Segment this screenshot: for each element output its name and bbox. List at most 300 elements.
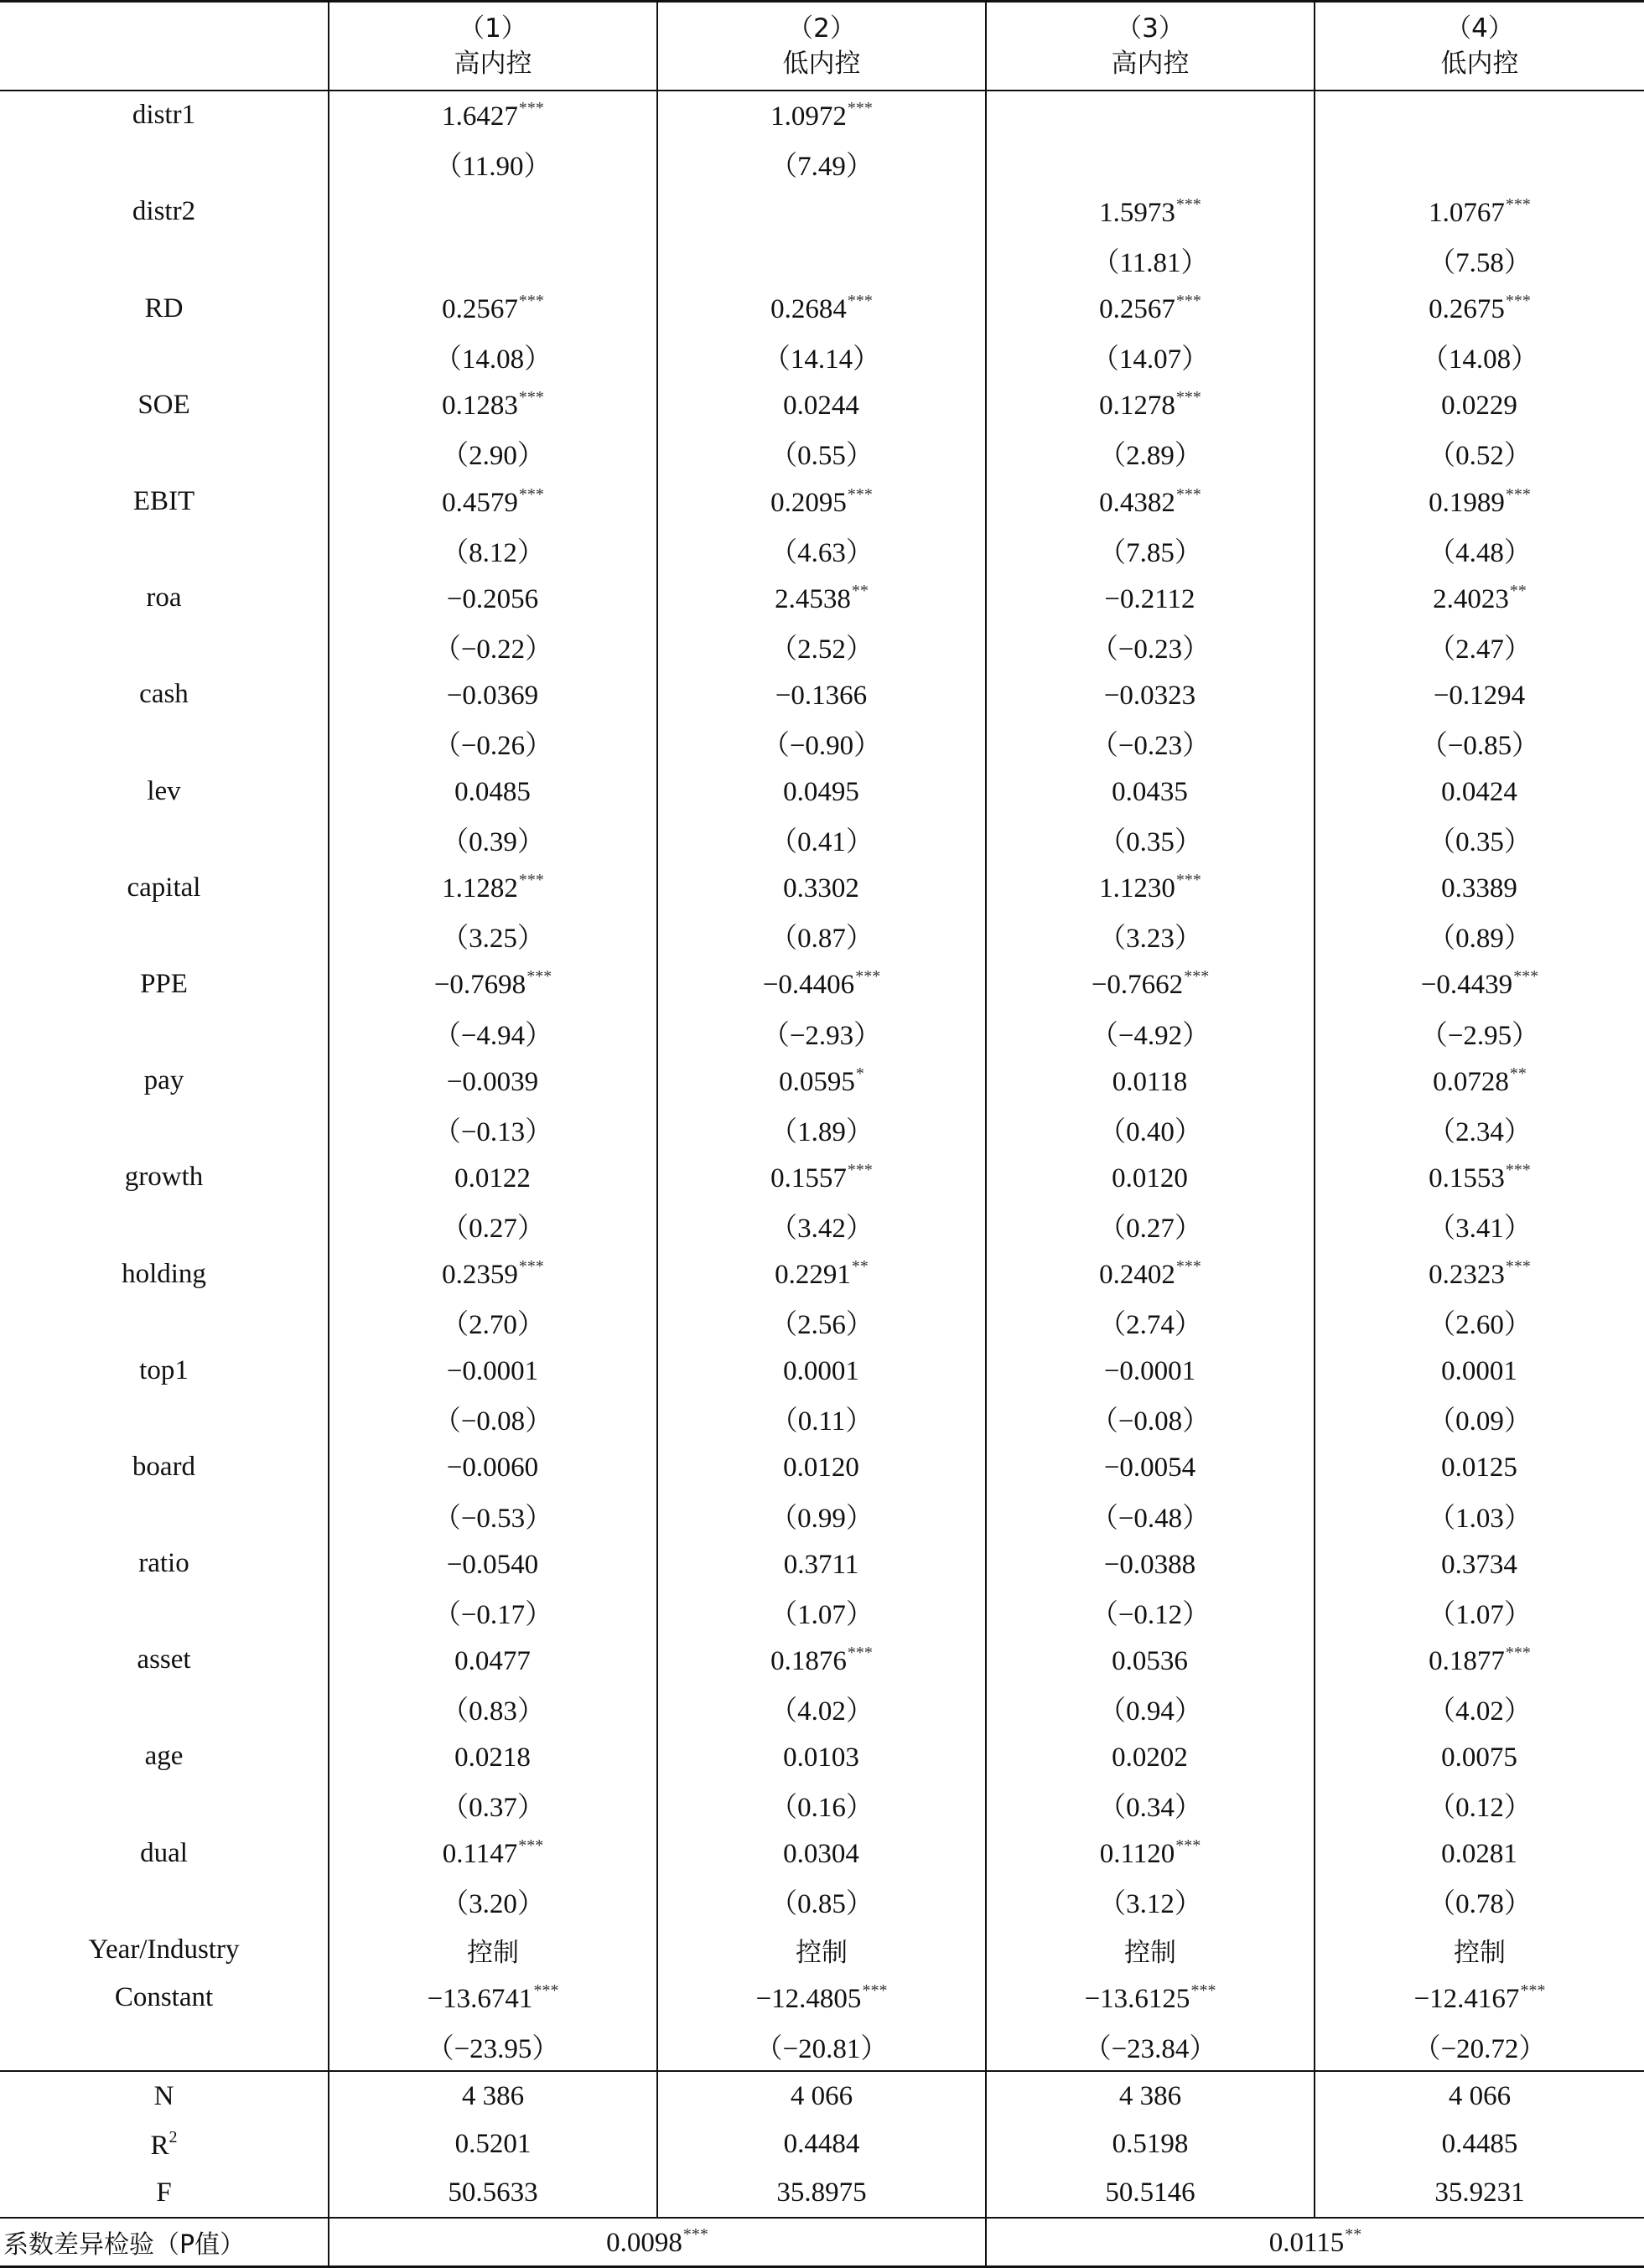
coefficient-cell	[1315, 1443, 1644, 1492]
significance-stars: ***	[1184, 967, 1210, 986]
coefficient-value: 0.0281	[1441, 1839, 1517, 1870]
coefficient-value: 0.2675	[1429, 294, 1505, 325]
t-stat-cell: （1.03）	[1315, 1491, 1644, 1540]
coefficient-value: −0.0039	[446, 1066, 539, 1097]
coefficient-value: −0.7698	[433, 970, 526, 1001]
coefficient-cell	[986, 1250, 1315, 1298]
variable-label-blank	[0, 333, 329, 381]
row-asset-coef	[0, 1636, 1644, 1685]
t-stat-cell: （3.20）	[329, 1877, 657, 1926]
t-stat-cell: （0.35）	[1315, 816, 1644, 864]
variable-label: RD	[144, 293, 184, 324]
row-capital-coef	[0, 864, 1644, 913]
coefficient-value: −12.4805	[755, 1983, 862, 2014]
coefficient-cell	[1315, 961, 1644, 1009]
coefficient-cell	[986, 284, 1315, 333]
variable-label-blank	[0, 1685, 329, 1733]
coefficient-value: 0.0728	[1433, 1066, 1509, 1097]
coefficient-cell	[986, 1153, 1315, 1202]
coefficient-cell	[986, 864, 1315, 913]
variable-label-blank	[0, 816, 329, 864]
coefficient-cell	[329, 1153, 657, 1202]
significance-stars: ***	[847, 292, 873, 311]
coefficient-cell	[986, 1636, 1315, 1685]
coefficient-cell	[1315, 1250, 1644, 1298]
variable-label: PPE	[140, 968, 188, 999]
coefficient-cell	[1315, 1057, 1644, 1106]
variable-label-blank	[0, 912, 329, 961]
variable-label: roa	[146, 583, 182, 614]
t-stat-cell: （7.49）	[657, 140, 986, 189]
coefficient-cell	[329, 961, 657, 1009]
column-header-2: （2） 低内控	[657, 2, 986, 91]
significance-stars: ***	[1175, 292, 1201, 311]
t-stat-cell: （3.12）	[986, 1877, 1315, 1926]
coefficient-value: 0.2402	[1099, 1260, 1175, 1291]
coefficient-value: 0.3302	[783, 873, 859, 904]
significance-stars: ***	[847, 1160, 873, 1179]
t-stat-cell: （3.41）	[1315, 1202, 1644, 1251]
t-stat-cell: （2.47）	[1315, 623, 1644, 671]
t-stat-cell: （−20.81）	[657, 2022, 986, 2072]
significance-stars: ***	[1175, 871, 1201, 890]
coefficient-cell	[657, 574, 986, 623]
variable-label-blank	[0, 1105, 329, 1153]
coefficient-value: 0.0244	[783, 391, 859, 422]
coefficient-value: −0.0388	[1103, 1549, 1196, 1580]
row-distr1-coef	[0, 91, 1644, 140]
coefficient-value: −0.7662	[1091, 970, 1184, 1001]
coefficient-cell	[657, 1250, 986, 1298]
t-stat-cell: （−2.95）	[1315, 1008, 1644, 1057]
coefficient-cell	[986, 1540, 1315, 1588]
coefficient-cell	[986, 188, 1315, 236]
coefficient-value: 0.0075	[1441, 1742, 1517, 1773]
significance-stars: ***	[1505, 484, 1531, 504]
coefficient-value: 0.2359	[442, 1260, 518, 1291]
coefficient-cell	[657, 188, 986, 236]
coefficient-cell	[329, 1974, 657, 2022]
coefficient-cell	[1315, 478, 1644, 526]
t-stat-cell: （−0.90）	[657, 719, 986, 768]
t-stat-cell: （0.55）	[657, 429, 986, 478]
variable-label: Constant	[114, 1982, 214, 2013]
coefficient-cell	[986, 381, 1315, 430]
stat-value: 0.4484	[657, 2120, 986, 2169]
coefficient-value: 0.2291	[775, 1260, 851, 1291]
coefficient-cell	[329, 91, 657, 140]
coefficient-cell	[329, 284, 657, 333]
t-stat-cell: （−0.26）	[329, 719, 657, 768]
significance-stars: **	[851, 581, 869, 600]
coefficient-cell	[1315, 574, 1644, 623]
significance-stars: ***	[1175, 484, 1201, 504]
control-cell: 控制	[329, 1926, 657, 1975]
row-cash-coef	[0, 671, 1644, 719]
coefficient-cell	[1315, 1829, 1644, 1877]
coefficient-value: 2.4538	[775, 583, 851, 614]
coefficient-value: 1.1282	[442, 873, 518, 904]
coefficient-value: 0.0495	[783, 777, 859, 808]
coefficient-value: −0.0001	[1103, 1356, 1196, 1387]
row-lev-coef	[0, 767, 1644, 816]
variable-label: holding	[122, 1258, 206, 1289]
coefficient-value: 0.4579	[442, 487, 518, 518]
coefficient-cell	[986, 91, 1315, 140]
table-header	[0, 2, 1644, 91]
significance-stars: ***	[862, 1981, 888, 2000]
row-pay-tstat	[0, 1105, 1644, 1153]
t-stat-cell: （−0.53）	[329, 1491, 657, 1540]
row-EBIT-tstat	[0, 526, 1644, 574]
t-stat-cell: （1.89）	[657, 1105, 986, 1153]
coefficient-cell	[329, 1540, 657, 1588]
coefficient-value: 0.0485	[454, 777, 531, 808]
coefficient-value: 0.0218	[454, 1742, 531, 1773]
t-stat-cell: （0.78）	[1315, 1877, 1644, 1926]
variable-label-blank	[0, 719, 329, 768]
t-stat-cell: （11.81）	[986, 236, 1315, 285]
coefficient-cell	[657, 1443, 986, 1492]
variable-label: Year/Industry	[88, 1934, 240, 1965]
coefficient-value: 1.0767	[1429, 197, 1505, 228]
t-stat-cell: （7.58）	[1315, 236, 1644, 285]
significance-stars: **	[1509, 1064, 1527, 1083]
coefficient-value: −0.0054	[1103, 1452, 1196, 1484]
row-ratio-coef	[0, 1540, 1644, 1588]
variable-label-blank	[0, 526, 329, 574]
t-stat-cell: （14.08）	[329, 333, 657, 381]
coefficient-value: 0.0001	[783, 1356, 859, 1387]
coefficient-value: −0.2112	[1104, 583, 1195, 614]
t-stat-cell: （0.34）	[986, 1781, 1315, 1830]
coefficient-value: 0.0120	[1112, 1162, 1188, 1194]
coefficient-cell	[657, 767, 986, 816]
variable-label-blank	[0, 429, 329, 478]
coefficient-value: 0.0118	[1112, 1066, 1188, 1097]
variable-label: EBIT	[132, 486, 195, 517]
coefficient-cell	[657, 1346, 986, 1395]
coefficient-cell	[329, 1346, 657, 1395]
significance-stars: ***	[1175, 388, 1201, 407]
coefficient-value: 0.2323	[1429, 1260, 1505, 1291]
coefficient-value: 0.1120	[1099, 1839, 1175, 1870]
significance-stars: ***	[518, 1836, 544, 1856]
coefficient-cell	[657, 1829, 986, 1877]
coefficient-cell	[329, 1636, 657, 1685]
coefficient-cell	[329, 1829, 657, 1877]
coefficient-value: 0.2567	[1099, 294, 1175, 325]
t-stat-cell	[986, 140, 1315, 189]
coefficient-value: −0.0540	[446, 1549, 539, 1580]
stat-value: 50.5146	[986, 2169, 1315, 2219]
significance-stars: ***	[1175, 194, 1201, 214]
coefficient-cell	[1315, 284, 1644, 333]
variable-label: pay	[143, 1065, 184, 1096]
coefficient-value: −12.4167	[1413, 1983, 1520, 2014]
significance-stars: ***	[518, 388, 544, 407]
variable-label-blank	[0, 1298, 329, 1347]
coefficient-cell	[1315, 1153, 1644, 1202]
diff-test-label: 系数差异检验（P值）	[0, 2218, 329, 2267]
significance-stars: ***	[847, 1643, 873, 1662]
coefficient-value: 0.3734	[1441, 1549, 1517, 1580]
coefficient-cell	[657, 1057, 986, 1106]
coefficient-value: 0.3389	[1441, 873, 1517, 904]
significance-stars: ***	[847, 484, 873, 504]
t-stat-cell	[1315, 140, 1644, 189]
coefficient-cell	[1315, 381, 1644, 430]
row-asset-tstat	[0, 1685, 1644, 1733]
t-stat-cell: （1.07）	[1315, 1587, 1644, 1636]
coefficient-cell	[986, 1057, 1315, 1106]
t-stat-cell: （−0.08）	[329, 1395, 657, 1443]
t-stat-cell: （0.41）	[657, 816, 986, 864]
coefficient-cell	[1315, 1540, 1644, 1588]
stat-value: 35.8975	[657, 2169, 986, 2219]
coefficient-cell	[657, 671, 986, 719]
coefficient-cell	[657, 478, 986, 526]
coefficient-value: 0.2095	[770, 487, 847, 518]
t-stat-cell: （0.37）	[329, 1781, 657, 1830]
coefficient-cell	[986, 671, 1315, 719]
stat-label: F	[156, 2177, 172, 2208]
coefficient-value: −0.0001	[446, 1356, 539, 1387]
variable-label-blank	[0, 1877, 329, 1926]
variable-label-blank	[0, 1781, 329, 1830]
coefficient-value: 0.1877	[1429, 1645, 1505, 1676]
stat-value: 35.9231	[1315, 2169, 1644, 2219]
stat-value: 0.5201	[329, 2120, 657, 2169]
coefficient-value: 0.1876	[770, 1645, 847, 1676]
t-stat-cell	[329, 236, 657, 285]
coefficient-value: 0.0122	[454, 1162, 531, 1194]
t-stat-cell: （2.74）	[986, 1298, 1315, 1347]
stat-label: $R^2$	[150, 2127, 178, 2161]
coefficient-value: 0.1147	[442, 1839, 518, 1870]
t-stat-cell: （0.16）	[657, 1781, 986, 1830]
t-stat-cell: （7.85）	[986, 526, 1315, 574]
variable-label-blank	[0, 1587, 329, 1636]
t-stat-cell: （4.63）	[657, 526, 986, 574]
t-stat-cell: （0.89）	[1315, 912, 1644, 961]
coefficient-value: 1.6427	[442, 101, 518, 132]
significance-stars: ***	[1520, 1981, 1546, 2000]
coefficient-value: −0.1294	[1433, 680, 1526, 711]
row-RD-coef	[0, 284, 1644, 333]
variable-label: top1	[139, 1354, 189, 1385]
stat-label: N	[0, 2071, 329, 2120]
coefficient-cell	[986, 574, 1315, 623]
column-header-4: （4） 低内控	[1315, 2, 1644, 91]
coefficient-cell	[1315, 91, 1644, 140]
coefficient-value: 0.0001	[1441, 1356, 1517, 1387]
coefficient-value: −0.0369	[446, 680, 539, 711]
coefficient-value: 1.1230	[1099, 873, 1175, 904]
t-stat-cell: （4.02）	[1315, 1685, 1644, 1733]
stat-value: 0.5198	[986, 2120, 1315, 2169]
significance-stars: *	[855, 1064, 864, 1083]
t-stat-cell: （3.42）	[657, 1202, 986, 1251]
coefficient-value: −13.6125	[1084, 1983, 1190, 2014]
coefficient-value: 0.0595	[779, 1066, 855, 1097]
coefficient-value: 2.4023	[1433, 583, 1509, 614]
coefficient-value: 0.0125	[1441, 1452, 1517, 1484]
significance-stars: ***	[1513, 967, 1539, 986]
t-stat-cell: （−0.17）	[329, 1587, 657, 1636]
coefficient-value: 1.0972	[770, 101, 847, 132]
significance-stars: ***	[847, 98, 873, 117]
variable-label-blank	[0, 1491, 329, 1540]
t-stat-cell: （2.90）	[329, 429, 657, 478]
coefficient-cell	[329, 478, 657, 526]
coefficient-value: 0.0103	[783, 1742, 859, 1773]
t-stat-cell: （−0.48）	[986, 1491, 1315, 1540]
diff-test-value-1: 0.0098***	[329, 2218, 986, 2267]
coefficient-cell	[657, 864, 986, 913]
t-stat-cell: （3.25）	[329, 912, 657, 961]
coefficient-cell	[657, 1974, 986, 2022]
coefficient-cell	[329, 767, 657, 816]
row-capital-tstat	[0, 912, 1644, 961]
row-roa-coef	[0, 574, 1644, 623]
row-dual-coef	[0, 1829, 1644, 1877]
variable-label: lev	[147, 775, 181, 806]
coefficient-value: 1.5973	[1099, 197, 1175, 228]
significance-stars: ***	[518, 1257, 544, 1276]
t-stat-cell: （2.89）	[986, 429, 1315, 478]
significance-stars: ***	[1175, 1836, 1201, 1856]
column-header-1: （1） 高内控	[329, 2, 657, 91]
coefficient-value: −0.4439	[1420, 970, 1513, 1001]
row-holding-coef	[0, 1250, 1644, 1298]
coefficient-value: 0.0424	[1441, 777, 1517, 808]
row-pay-coef	[0, 1057, 1644, 1106]
coefficient-value: 0.0536	[1112, 1645, 1188, 1676]
coefficient-value: 0.1283	[442, 391, 518, 422]
significance-stars: ***	[533, 1981, 559, 2000]
coefficient-cell	[329, 1250, 657, 1298]
row-holding-tstat	[0, 1298, 1644, 1347]
coefficient-cell	[657, 1636, 986, 1685]
coefficient-cell	[329, 1443, 657, 1492]
t-stat-cell: （8.12）	[329, 526, 657, 574]
row-constant-tstat	[0, 2022, 1644, 2072]
variable-label: distr1	[132, 100, 196, 131]
variable-label: dual	[140, 1837, 188, 1868]
variable-label: capital	[127, 872, 201, 903]
variable-label-blank	[0, 140, 329, 189]
significance-stars: ***	[1505, 1643, 1531, 1662]
t-stat-cell: （11.90）	[329, 140, 657, 189]
t-stat-cell: （1.07）	[657, 1587, 986, 1636]
significance-stars: ***	[518, 484, 544, 504]
coefficient-value: 0.0202	[1112, 1742, 1188, 1773]
t-stat-cell: （2.60）	[1315, 1298, 1644, 1347]
coefficient-cell	[986, 478, 1315, 526]
row-cash-tstat	[0, 719, 1644, 768]
coefficient-cell	[986, 961, 1315, 1009]
stat-value: 4 386	[329, 2071, 657, 2120]
variable-label-blank	[0, 1395, 329, 1443]
significance-stars: ***	[1505, 194, 1531, 214]
t-stat-cell: （−20.72）	[1315, 2022, 1644, 2072]
difference-test	[0, 2218, 1644, 2267]
variable-label: SOE	[137, 389, 190, 420]
coefficient-cell	[1315, 671, 1644, 719]
t-stat-cell: （0.11）	[657, 1395, 986, 1443]
coefficient-cell	[1315, 767, 1644, 816]
row-growth-tstat	[0, 1202, 1644, 1251]
row-board-coef	[0, 1443, 1644, 1492]
significance-stars: ***	[1505, 1257, 1531, 1276]
control-cell: 控制	[657, 1926, 986, 1975]
t-stat-cell: （−0.22）	[329, 623, 657, 671]
coefficient-cell	[657, 1540, 986, 1588]
coefficient-cell	[657, 284, 986, 333]
row-ratio-tstat	[0, 1587, 1644, 1636]
coefficient-rows	[0, 91, 1644, 2071]
stat-value: 4 066	[657, 2071, 986, 2120]
t-stat-cell: （3.23）	[986, 912, 1315, 961]
coefficient-cell	[657, 961, 986, 1009]
t-stat-cell: （0.52）	[1315, 429, 1644, 478]
coefficient-cell	[329, 188, 657, 236]
row-distr1-tstat	[0, 140, 1644, 189]
t-stat-cell: （0.40）	[986, 1105, 1315, 1153]
row-RD-tstat	[0, 333, 1644, 381]
stat-row-f	[0, 2169, 1644, 2219]
significance-stars: ***	[855, 967, 881, 986]
t-stat-cell: （2.52）	[657, 623, 986, 671]
row-distr2-coef	[0, 188, 1644, 236]
coefficient-cell	[329, 381, 657, 430]
t-stat-cell: （−0.13）	[329, 1105, 657, 1153]
t-stat-cell: （−2.93）	[657, 1008, 986, 1057]
coefficient-cell	[657, 381, 986, 430]
t-stat-cell: （−23.95）	[329, 2022, 657, 2072]
t-stat-cell: （14.08）	[1315, 333, 1644, 381]
stat-value: 50.5633	[329, 2169, 657, 2219]
t-stat-cell: （0.27）	[986, 1202, 1315, 1251]
t-stat-cell: （2.56）	[657, 1298, 986, 1347]
row-lev-tstat	[0, 816, 1644, 864]
coefficient-value: 0.2567	[442, 294, 518, 325]
significance-stars: ***	[1505, 292, 1531, 311]
row-board-tstat	[0, 1491, 1644, 1540]
t-stat-cell: （0.09）	[1315, 1395, 1644, 1443]
significance-stars: ***	[518, 871, 544, 890]
variable-label: cash	[139, 679, 189, 710]
stat-value: 4 066	[1315, 2071, 1644, 2120]
t-stat-cell: （0.99）	[657, 1491, 986, 1540]
coefficient-value: −0.4406	[762, 970, 855, 1001]
row-roa-tstat	[0, 623, 1644, 671]
stat-row-n	[0, 2071, 1644, 2120]
t-stat-cell: （0.83）	[329, 1685, 657, 1733]
header-stub	[0, 2, 329, 91]
row-SOE-tstat	[0, 429, 1644, 478]
row-growth-coef	[0, 1153, 1644, 1202]
significance-stars: ***	[1175, 1257, 1201, 1276]
coefficient-cell	[1315, 188, 1644, 236]
coefficient-cell	[986, 1346, 1315, 1395]
t-stat-cell: （14.14）	[657, 333, 986, 381]
stat-value: 0.4485	[1315, 2120, 1644, 2169]
row-year-industry	[0, 1926, 1644, 1975]
coefficient-value: 0.1278	[1099, 391, 1175, 422]
t-stat-cell: （2.34）	[1315, 1105, 1644, 1153]
